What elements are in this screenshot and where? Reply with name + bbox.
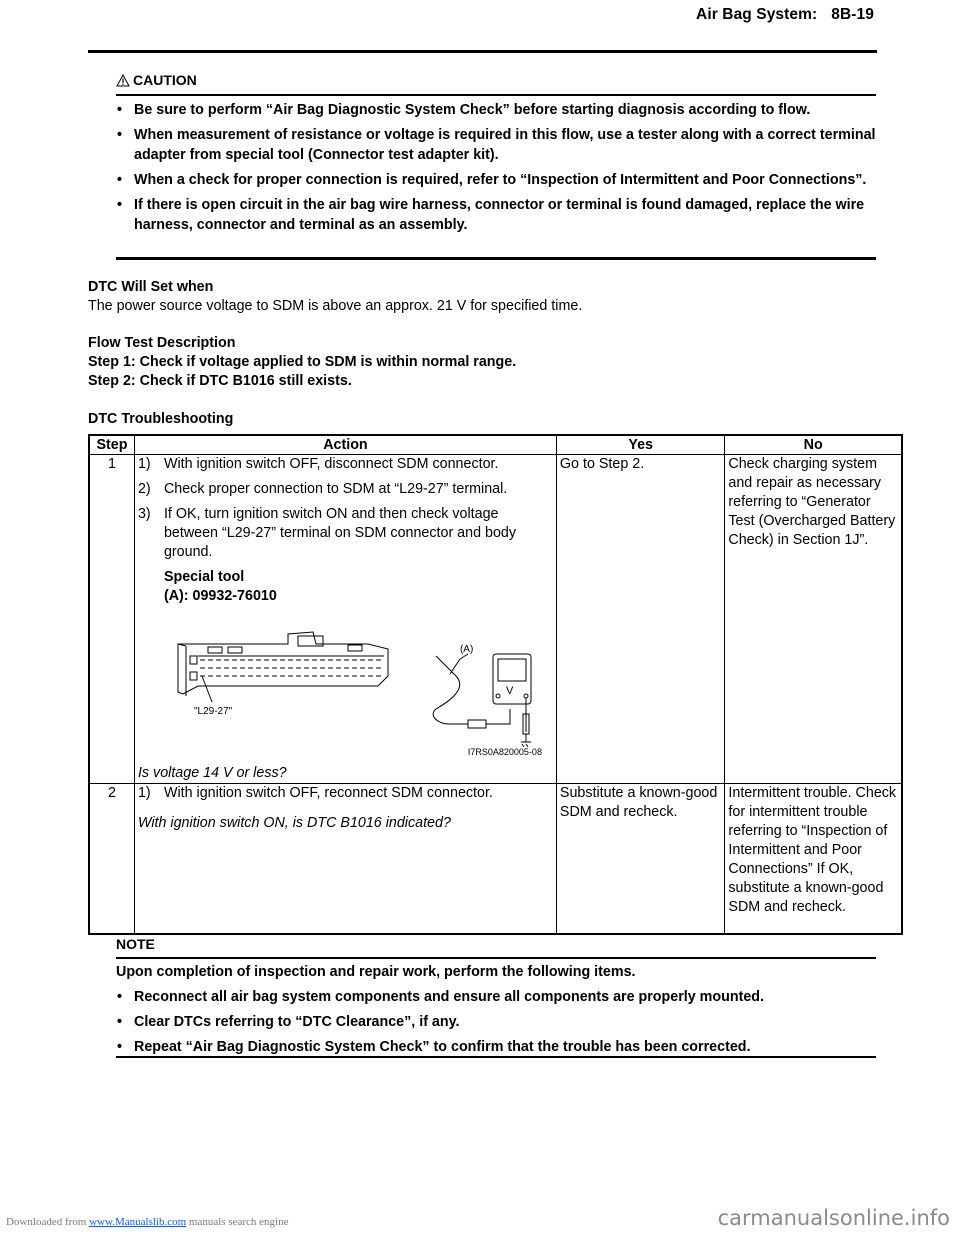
table-row [89,455,902,784]
watermark: carmanualsonline.info [717,1206,950,1230]
action-substep: 1) With ignition switch OFF, disconnect SDM connector. [137,456,499,472]
troubleshooting-table [88,434,903,935]
col-no: No [725,435,902,455]
caution-item: • Be sure to perform “Air Bag Diagnostic System Check” before starting diagnosis according to flow. [117,102,811,118]
caution-label: CAUTION [133,72,197,88]
page-code: 8B-19 [831,6,874,23]
sdm-connector-illustration [138,614,548,764]
note-divider-bottom [116,1056,876,1058]
note-divider-top [116,957,876,959]
dtc-set-heading: DTC Will Set when [88,279,214,295]
note-intro: Upon completion of inspection and repair work, perform the following items. [116,964,636,980]
yes-cell: Go to Step 2. [556,455,724,784]
voltmeter-label: V [505,685,514,697]
footer-prefix: Downloaded from [6,1216,87,1228]
special-tool-value: (A): 09932-76010 [163,588,277,604]
table-header-row [89,435,902,455]
terminal-label: "L29-27" [193,706,233,717]
caution-divider-top [116,94,876,96]
caution-list [116,100,876,240]
flow-test-section [88,334,516,391]
action-cell [134,784,556,934]
col-action: Action [134,435,556,455]
special-tool [164,568,553,606]
table-row [89,784,902,934]
caution-divider-bottom [116,257,876,260]
action-cell [134,455,556,784]
figure-id: I7RS0A820005-08 [467,747,542,757]
caution-heading [116,72,197,88]
flow-test-step-2: Step 2: Check if DTC B1016 still exists. [88,373,352,389]
no-cell: Intermittent trouble. Check for intermittent trouble referring to “Inspection of Intermittent and Poor Connections” If OK, substitute a known-good SDM and recheck. [725,784,902,934]
footer-suffix: manuals search engine [188,1216,289,1228]
action-substep: 1) With ignition switch OFF, reconnect SDM connector. [137,785,493,801]
no-cell: Check charging system and repair as necessary referring to “Generator Test (Overcharged Battery Check) in Section 1J”. [725,455,902,784]
yes-cell: Substitute a known-good SDM and recheck. [556,784,724,934]
caution-item: • When a check for proper connection is required, refer to “Inspection of Intermittent and Poor Connections”. [117,172,867,188]
section-title: Air Bag System: [696,6,818,23]
tool-label: (A) [459,644,474,655]
header-divider [88,50,877,53]
action-substep: 2) Check proper connection to SDM at “L29-27” terminal. [137,481,508,497]
step-question: Is voltage 14 V or less? [137,765,287,781]
page-header [696,6,874,24]
flow-test-heading: Flow Test Description [88,335,236,351]
troubleshooting-heading: DTC Troubleshooting [88,411,234,427]
step-number: 1 [89,455,134,784]
manualslib-link[interactable]: www.Manualslib.com [89,1216,187,1228]
note-item: • Clear DTCs referring to “DTC Clearance”, if any. [117,1014,460,1030]
dtc-set-section [88,278,582,316]
flow-test-step-1: Step 1: Check if voltage applied to SDM is within normal range. [88,354,517,370]
note-body [116,962,876,1062]
action-substep: 3) If OK, turn ignition switch ON and then check voltage between “L29-27” terminal on SDM connector and body ground. [137,506,517,560]
col-yes: Yes [556,435,724,455]
note-label: NOTE [116,936,155,952]
step-number: 2 [89,784,134,934]
col-step: Step [89,435,134,455]
caution-item: • If there is open circuit in the air bag wire harness, connector or terminal is found damaged, replace the wire harness, connector and terminal as an assembly. [117,197,865,233]
caution-item: • When measurement of resistance or voltage is required in this flow, use a tester along with a correct terminal adapter from special tool (Connector test adapter kit). [117,127,876,163]
warning-triangle-icon [116,74,130,87]
download-footer [6,1216,288,1228]
connector-voltmeter-figure [138,614,548,764]
step-question: With ignition switch ON, is DTC B1016 indicated? [137,815,451,831]
note-item: • Reconnect all air bag system components and ensure all components are properly mounted. [117,989,765,1005]
note-item: • Repeat “Air Bag Diagnostic System Check” to confirm that the trouble has been corrected. [117,1039,751,1055]
special-tool-label: Special tool [163,569,245,585]
dtc-set-text: The power source voltage to SDM is above an approx. 21 V for specified time. [88,298,583,314]
